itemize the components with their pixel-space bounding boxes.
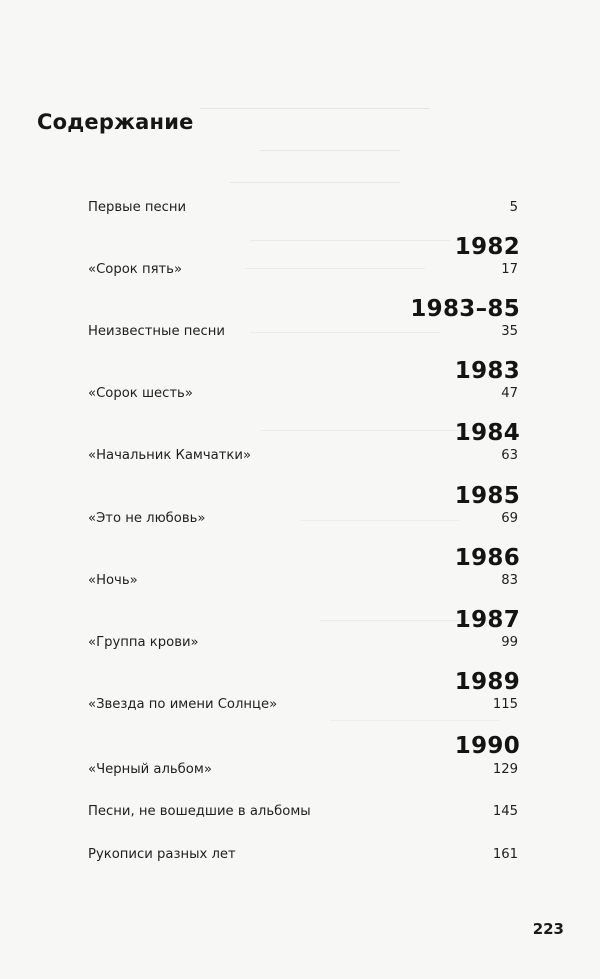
section-year: 1990 bbox=[454, 733, 520, 759]
bleed-through-texture bbox=[260, 430, 480, 432]
section-year: 1983 bbox=[454, 358, 520, 384]
bleed-through-texture bbox=[330, 720, 500, 722]
section-year: 1983–85 bbox=[410, 296, 520, 322]
section-year: 1986 bbox=[454, 545, 520, 571]
section-year: 1987 bbox=[454, 607, 520, 633]
toc-entry-page: 83 bbox=[501, 573, 518, 588]
bleed-through-texture bbox=[300, 520, 460, 522]
page-number: 223 bbox=[532, 920, 564, 938]
bleed-through-texture bbox=[250, 240, 450, 242]
toc-entry-page: 35 bbox=[501, 324, 518, 339]
toc-entry-page: 47 bbox=[501, 386, 518, 401]
toc-entry-page: 129 bbox=[492, 762, 518, 777]
section-year: 1982 bbox=[454, 234, 520, 260]
toc-entry-page: 5 bbox=[509, 200, 518, 215]
toc-entry-title: «Начальник Камчатки» bbox=[88, 448, 252, 463]
toc-entry-page: 145 bbox=[492, 804, 518, 819]
section-year: 1989 bbox=[454, 669, 520, 695]
toc-entry-title: Песни, не вошедшие в альбомы bbox=[88, 804, 311, 819]
toc-entry-page: 63 bbox=[501, 448, 518, 463]
bleed-through-texture bbox=[260, 150, 400, 152]
toc-entry-title: Рукописи разных лет bbox=[88, 847, 236, 862]
bleed-through-texture bbox=[250, 332, 440, 334]
toc-entry-title: «Ночь» bbox=[88, 573, 138, 588]
toc-entry-title: Первые песни bbox=[88, 200, 187, 215]
bleed-through-texture bbox=[200, 108, 430, 110]
toc-entry-title: «Это не любовь» bbox=[88, 511, 206, 526]
toc-entry-page: 99 bbox=[501, 635, 518, 650]
section-year: 1985 bbox=[454, 483, 520, 509]
toc-entry-title: «Сорок шесть» bbox=[88, 386, 193, 401]
bleed-through-texture bbox=[245, 268, 425, 270]
section-year: 1984 bbox=[454, 420, 520, 446]
bleed-through-texture bbox=[230, 182, 400, 184]
toc-entry-page: 161 bbox=[492, 847, 518, 862]
toc-entry-title: «Сорок пять» bbox=[88, 262, 183, 277]
toc-entry-page: 17 bbox=[501, 262, 518, 277]
toc-entry-title: «Звезда по имени Солнце» bbox=[88, 697, 278, 712]
page-title: Содержание bbox=[37, 110, 194, 134]
toc-entry-title: «Черный альбом» bbox=[88, 762, 212, 777]
toc-entry-page: 115 bbox=[492, 697, 518, 712]
toc-entry-title: Неизвестные песни bbox=[88, 324, 225, 339]
toc-entry-page: 69 bbox=[501, 511, 518, 526]
toc-entry-title: «Группа крови» bbox=[88, 635, 199, 650]
